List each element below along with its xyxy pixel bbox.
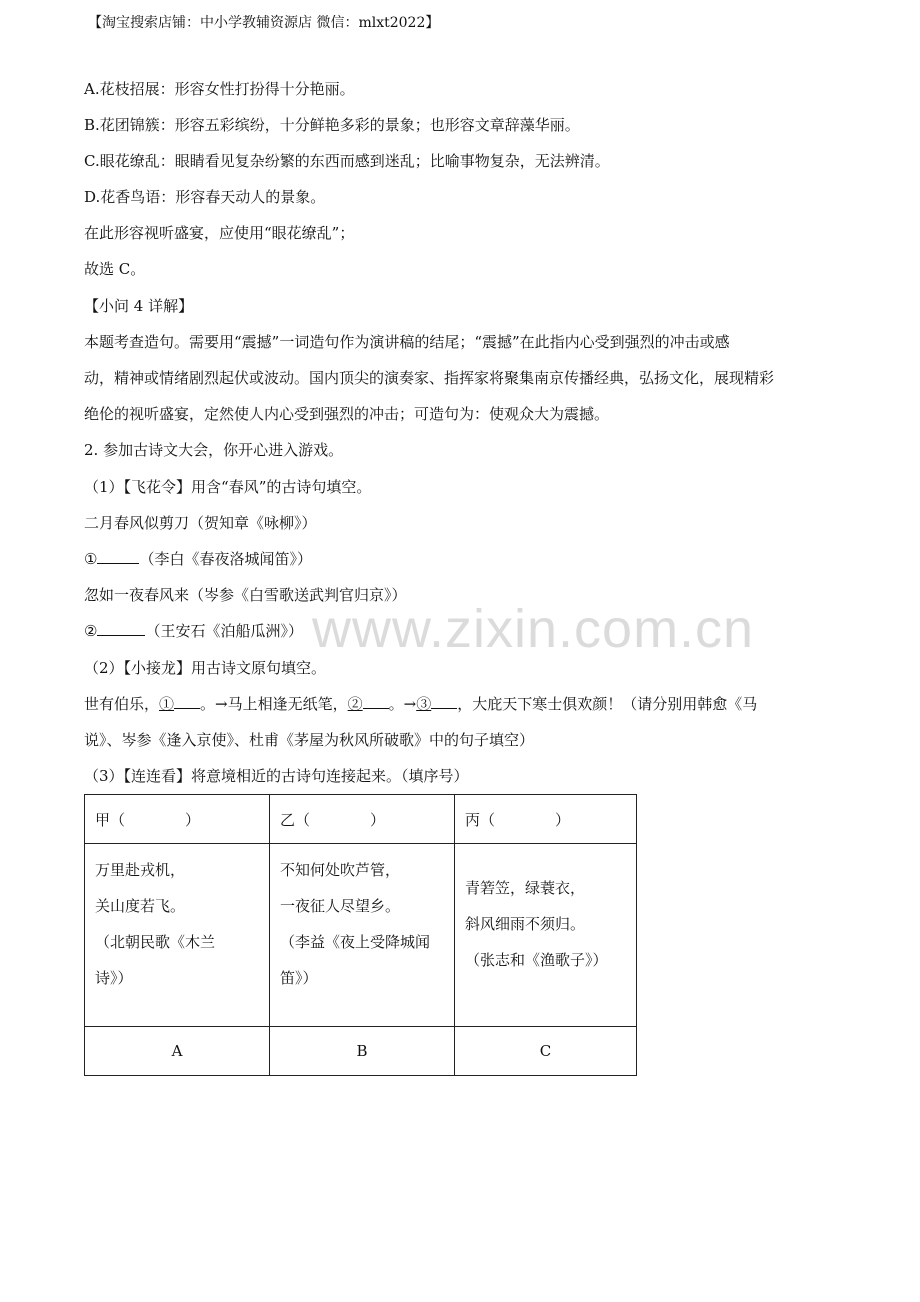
poem-cell-yi xyxy=(270,844,455,1027)
answer-choice-text: 故选 C。 xyxy=(84,260,146,278)
answer-cell-c[interactable]: C xyxy=(455,1027,637,1076)
matching-table xyxy=(84,794,637,1076)
conclusion-text: 在此形容视听盛宴，应使用“眼花缭乱”； xyxy=(84,224,355,242)
q4-paragraph-line-2: 动，精神或情绪剧烈起伏或波动。国内顶尖的演奏家、指挥家将聚集南京传播经典，弘扬文化，展现精彩 xyxy=(84,369,775,387)
poem-yi-line-2: 一夜征人尽望乡。 xyxy=(280,897,401,915)
answer-cell-a[interactable]: A xyxy=(85,1027,270,1076)
option-c-text: C.眼花缭乱：眼睛看见复杂纷繁的东西而感到迷乱；比喻事物复杂，无法辨清。 xyxy=(84,152,610,170)
option-b-text: B.花团锦簇：形容五彩缤纷，十分鲜艳多彩的景象；也形容文章辞藻华丽。 xyxy=(84,116,580,134)
option-a-text: A.花枝招展：形容女性打扮得十分艳丽。 xyxy=(84,80,355,98)
poem-bing-source: （张志和《渔歌子》） xyxy=(465,951,608,969)
table-header-row xyxy=(85,795,637,844)
header-cell-bing[interactable]: 丙（ ） xyxy=(455,795,637,844)
table-poem-row xyxy=(85,844,637,1027)
chain-blank-2[interactable] xyxy=(363,694,389,709)
table-answer-row xyxy=(85,1027,637,1076)
blank-1-source: （李白《春夜洛城闻笛》） xyxy=(139,550,312,568)
header-cell-yi[interactable]: 乙（ ） xyxy=(270,795,455,844)
chain-blank-3[interactable] xyxy=(431,694,457,709)
chain-start-text: 世有伯乐， xyxy=(84,695,160,713)
q2-part3-heading: （3）【连连看】将意境相近的古诗句连接起来。（填序号） xyxy=(84,767,469,785)
poem-cell-jia xyxy=(85,844,270,1027)
poem-line-3: 忽如一夜春风来（岑参《白雪歌送武判官归京》） xyxy=(84,586,407,604)
q2-part1-heading: （1）【飞花令】用含“春风”的古诗句填空。 xyxy=(84,478,372,496)
header-cell-jia[interactable]: 甲（ ） xyxy=(85,795,270,844)
poem-jia-source-2: 诗》） xyxy=(95,969,133,987)
chain-blank-1-number: ① xyxy=(159,695,175,713)
blank-2-source: （王安石《泊船瓜洲》） xyxy=(145,622,303,640)
poem-yi-line-1: 不知何处吹芦管， xyxy=(280,861,401,879)
q4-paragraph-line-1: 本题考查造句。需要用“震撼”一词造句作为演讲稿的结尾；“震撼”在此指内心受到强烈的冲击或感 xyxy=(84,333,730,351)
fill-blank-2-row xyxy=(84,621,303,641)
fill-blank-1[interactable] xyxy=(97,549,139,564)
q4-paragraph-line-3: 绝伦的视听盛宴，定然使人内心受到强烈的冲击；可造句为：使观众大为震撼。 xyxy=(84,405,610,423)
poem-yi-source-2: 笛》） xyxy=(280,969,318,987)
poem-yi-source-1: （李益《夜上受降城闻 xyxy=(280,933,431,951)
q2-part2-heading: （2）【小接龙】用古诗文原句填空。 xyxy=(84,659,327,677)
poem-jia-line-2: 关山度若飞。 xyxy=(95,897,186,915)
option-d-text: D.花香鸟语：形容春天动人的景象。 xyxy=(84,188,326,206)
chain-instruction-line-2: 说》、岑参《逢入京使》、杜甫《茅屋为秋风所破歌》中的句子填空） xyxy=(84,731,535,749)
chain-blank-1[interactable] xyxy=(174,694,200,709)
chain-blank-3-number: ③ xyxy=(416,695,432,713)
chain-fill-row xyxy=(84,694,757,714)
poem-jia-line-1: 万里赴戎机， xyxy=(95,861,186,879)
chain-blank-2-number: ② xyxy=(347,695,363,713)
poem-jia-source-1: （北朝民歌《木兰 xyxy=(95,933,216,951)
chain-end-text: ，大庇天下寒士俱欢颜！（请分别用韩愈《马 xyxy=(457,695,758,713)
blank-1-number: ① xyxy=(84,550,98,568)
poem-cell-bing xyxy=(455,844,637,1027)
fill-blank-2[interactable] xyxy=(97,621,145,636)
chain-mid-text-2: 。→ xyxy=(388,695,417,713)
page-header: 【淘宝搜索店铺：中小学教辅资源店 微信：mlxt2022】 xyxy=(88,15,440,31)
answer-cell-b[interactable]: B xyxy=(270,1027,455,1076)
poem-line-1: 二月春风似剪刀（贺知章《咏柳》） xyxy=(84,514,317,532)
fill-blank-1-row xyxy=(84,549,312,569)
chain-mid-text-1: 。→马上相逢无纸笔， xyxy=(200,695,348,713)
poem-bing-line-2: 斜风细雨不须归。 xyxy=(465,915,586,933)
q4-heading: 【小问 4 详解】 xyxy=(84,297,194,315)
watermark: www.zixin.com.cn xyxy=(312,599,755,659)
blank-2-number: ② xyxy=(84,622,98,640)
poem-bing-line-1: 青箬笠，绿蓑衣， xyxy=(465,879,586,897)
question-2-heading: 2. 参加古诗文大会，你开心进入游戏。 xyxy=(84,441,344,459)
